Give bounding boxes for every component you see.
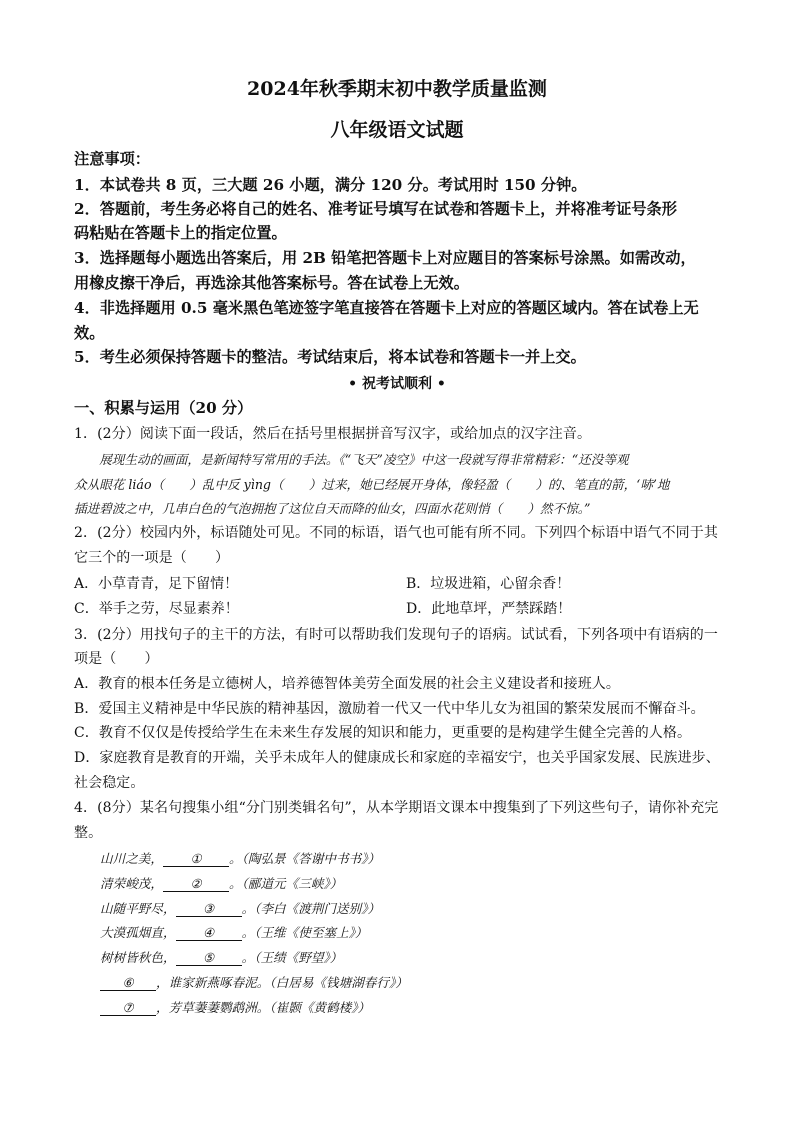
q4-item-source: 。（陶弘景《答谢中书书》） [228, 851, 381, 866]
q4-item-5 [100, 947, 750, 966]
q1-passage-line-1: 展现生动的画面，是新闻特写常用的手法。《“飞天”凌空》中这一段就写得非常精彩：“还没等观 [74, 452, 629, 467]
q4-item-6 [100, 972, 750, 991]
q4-stem-line-1: 4．(8分）某名句搜集小组“分门别类辑名句”，从本学期语文课本中搜集到了下列这些句子，请你补充完 [74, 800, 719, 816]
q3-option-b: B．爱国主义精神是中华民族的精神基因，激励着一代又一代中华儿女为祖国的繁荣发展而不懈奋斗。 [74, 701, 705, 717]
q3-stem-line-2: 项是（ ） [74, 651, 159, 667]
q1-stem: 1．(2分）阅读下面一段话，然后在括号里根据拼音写汉字，或给加点的汉字注音。 [74, 426, 592, 442]
q3-option-a: A．教育的根本任务是立德树人，培养德智体美劳全面发展的社会主义建设者和接班人。 [74, 676, 621, 692]
q3-option-d: D．家庭教育是教育的开端，关乎未成年人的健康成长和家庭的幸福安宁，也关乎国家发展、民族进步、 [74, 750, 720, 766]
exam-subtitle: 八年级语文试题 [330, 119, 464, 141]
good-luck-wish: • 祝考试顺利 • [348, 376, 446, 392]
q2-option-a: A．小草青青，足下留情！ [74, 576, 239, 592]
q4-item-source: 。（李白《渡荆门送别》） [241, 901, 381, 916]
q4-item-7 [100, 997, 750, 1016]
q4-blank-4[interactable]: ④ [176, 925, 242, 941]
notice-line-3-cont: 用橡皮擦干净后，再选涂其他答案标号。答在试卷上无效。 [74, 274, 469, 292]
notice-line-4: 4．非选择题用 0.5 毫米黑色笔迹签字笔直接答在答题卡上对应的答题区域内。答在试卷上无 [74, 299, 699, 317]
q4-item-source: ，芳草萋萋鹦鹉洲。（崔颢《黄鹤楼》） [156, 1000, 371, 1015]
q1-passage-line-2: 众从眼花 liáo（ ）乱中反 yìng（ ）过来，她已经展开身体，像轻盈（ ）的、笔直的箭，‘哧’地 [74, 477, 670, 492]
q4-blank-3[interactable]: ③ [176, 901, 242, 917]
q4-item-1 [100, 848, 750, 867]
q2-stem-line-1: 2．(2分）校园内外，标语随处可见。不同的标语，语气也可能有所不同。下列四个标语中语气不同于其 [74, 525, 718, 541]
q4-blank-2[interactable]: ② [163, 876, 229, 892]
q4-item-prefix: 树树皆秋色， [100, 950, 176, 965]
q4-stem-line-2: 整。 [74, 825, 103, 841]
exam-title: 2024年秋季期末初中教学质量监测 [247, 78, 547, 100]
q4-item-source: ，谁家新燕啄春泥。（白居易《钱塘湖春行》） [156, 975, 408, 990]
q4-item-prefix: 清荣峻茂， [100, 876, 163, 891]
q4-blank-5[interactable]: ⑤ [176, 950, 242, 966]
q4-item-source: 。（王绩《野望》） [241, 950, 343, 965]
q4-blank-7[interactable]: ⑦ [100, 1000, 156, 1016]
notice-line-5: 5．考生必须保持答题卡的整洁。考试结束后，将本试卷和答题卡一并上交。 [74, 348, 586, 366]
q4-item-4 [100, 922, 750, 941]
q2-option-d: D．此地草坪，严禁踩踏！ [406, 601, 572, 617]
notice-line-2: 2．答题前，考生务必将自己的姓名、准考证号填写在试卷和答题卡上，并将准考证号条形 [74, 200, 677, 218]
q3-stem-line-1: 3．(2分）用找句子的主干的方法，有时可以帮助我们发现句子的语病。试试看，下列各项中有语病的一 [74, 627, 718, 643]
q1-passage-line-3: 插进碧波之中，几串白色的气泡拥抱了这位自天而降的仙女，四面水花则悄（ ）然不惊。” [74, 501, 591, 516]
notice-heading: 注意事项： [74, 150, 150, 168]
notice-line-2-cont: 码粘贴在答题卡上的指定位置。 [74, 224, 287, 242]
notice-line-1: 1．本试卷共 8 页，三大题 26 小题，满分 120 分。考试用时 150 分钟。 [74, 176, 587, 194]
q2-option-c: C．举手之劳，尽显素养！ [74, 601, 239, 617]
q4-item-source: 。（郦道元《三峡》） [228, 876, 343, 891]
q2-option-b: B．垃圾进箱，心留余香！ [406, 576, 571, 592]
q2-stem-line-2: 它三个的一项是（ ） [74, 550, 230, 566]
q4-item-source: 。（王维《使至塞上》） [241, 925, 368, 940]
q3-option-c: C．教育不仅仅是传授给学生在未来生存发展的知识和能力，更重要的是构建学生健全完善的人格。 [74, 725, 692, 741]
q4-item-prefix: 山川之美， [100, 851, 163, 866]
q3-option-d-cont: 社会稳定。 [74, 775, 145, 791]
q4-item-prefix: 大漠孤烟直， [100, 925, 176, 940]
notice-line-3: 3．选择题每小题选出答案后，用 2B 铅笔把答题卡上对应题目的答案标号涂黑。如需改动， [74, 249, 696, 267]
q4-item-2 [100, 873, 750, 892]
notice-line-4-cont: 效。 [74, 324, 105, 342]
q4-blank-1[interactable]: ① [163, 851, 229, 867]
q4-item-3 [100, 898, 750, 917]
q4-item-prefix: 山随平野尽， [100, 901, 176, 916]
section-1-heading: 一、积累与运用（20 分） [74, 399, 253, 417]
q4-blank-6[interactable]: ⑥ [100, 975, 156, 991]
